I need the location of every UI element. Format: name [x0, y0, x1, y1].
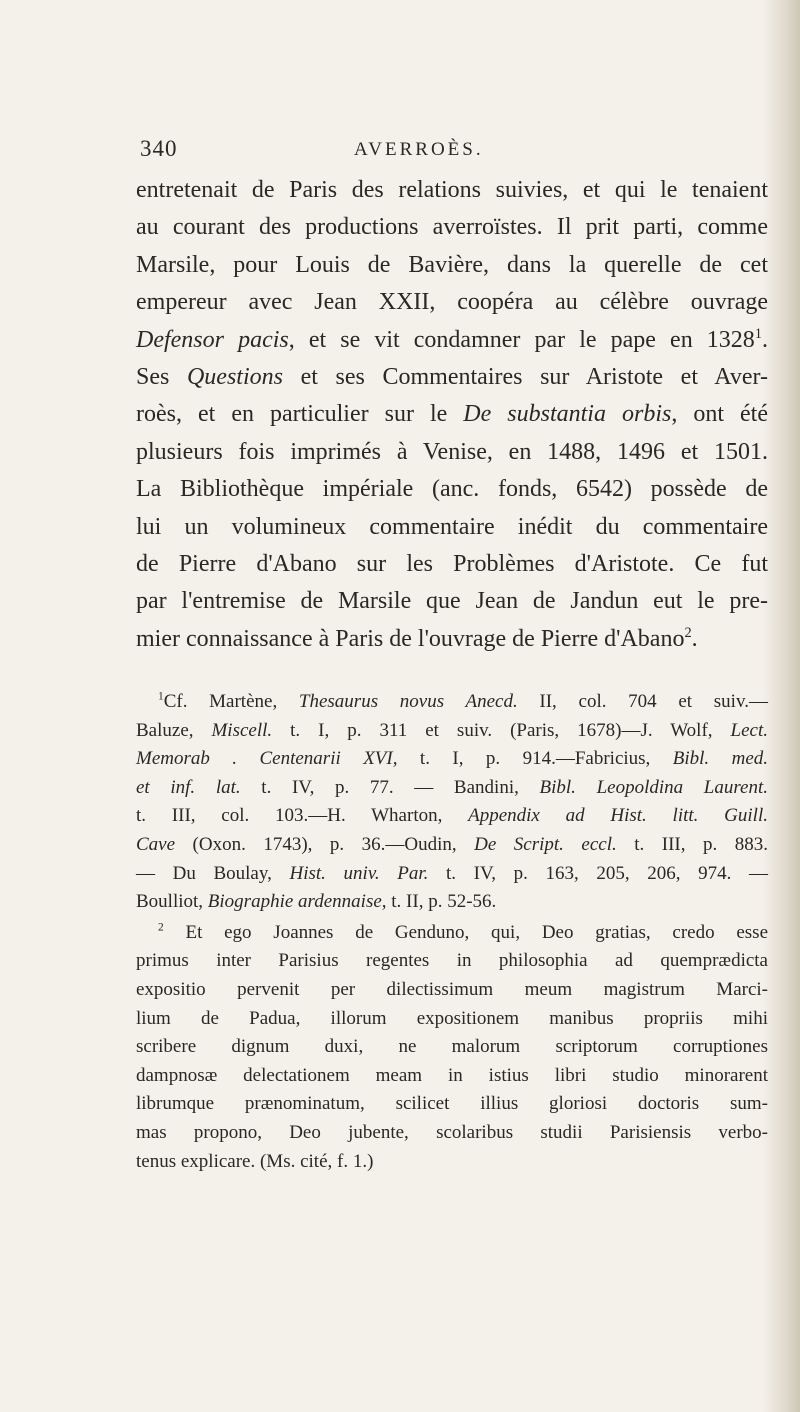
text-line: au courant des productions averroïstes. Il prit parti, comme [136, 214, 768, 241]
footnote-line: $^2$ Et ego Joannes de Genduno, qui, Deo gratias, credo esse [158, 921, 768, 943]
text-line: de Pierre d'Abano sur les Problèmes d'Aristote. Ce fut [136, 551, 768, 578]
footnote-line: librumque prænominatum, scilicet illius gloriosi doctoris sum- [136, 1093, 768, 1115]
footnote-ref: 1 [754, 325, 762, 342]
text-line: par l'entremise de Marsile que Jean de Jandun eut le pre- [136, 588, 768, 615]
footnote-line: Memorab . Centenarii XVI, t. I, p. 914.—Fabricius, Bibl. med. [136, 748, 769, 770]
footnote-marker: 1 [158, 690, 164, 703]
work-title: Defensor pacis [136, 326, 289, 353]
footnote-line: expositio pervenit per dilectissimum meum magistrum Marci- [136, 978, 768, 1000]
footnote-line: Boulliot, Biographie ardennaise, t. II, p. 52-56. [136, 891, 497, 913]
running-title: AVERROÈS. [354, 139, 484, 160]
footnote-line: primus inter Parisius regentes in philosophia ad quemprædicta [136, 950, 768, 972]
footnotes [136, 688, 768, 1176]
footnote-line: lium de Padua, illorum expositionem manibus propriis mihi [136, 1007, 768, 1029]
text-line: Marsile, pour Louis de Bavière, dans la querelle de cet [136, 251, 768, 278]
text-line: roès, et en particulier sur le De substantia orbis, ont été [136, 401, 769, 428]
text-line: mier connaissance à Paris de l'ouvrage de Pierre d'Abano$^2$. [136, 624, 698, 652]
footnote-line: dampnosæ delectationem meam in istius libri studio minorarent [136, 1064, 768, 1086]
footnote-line: Baluze, Miscell. t. I, p. 311 et suiv. (Paris, 1678)—J. Wolf, Lect. [136, 719, 768, 741]
text-line: entretenait de Paris des relations suivies, et qui le tenaient [136, 177, 768, 203]
work-title: De substantia orbis [463, 401, 672, 428]
text-line: Ses Questions et ses Commentaires sur Aristote et Aver- [136, 364, 768, 391]
footnote-marker: 2 [158, 921, 164, 934]
text-line: Defensor pacis, et se vit condamner par le pape en 1328$^1$. [136, 325, 768, 353]
footnote-line: tenus explicare. (Ms. cité, f. 1.) [136, 1150, 374, 1172]
text-line: lui un volumineux commentaire inédit du commentaire [136, 513, 768, 540]
text-line: La Bibliothèque impériale (anc. fonds, 6542) possède de [136, 476, 768, 503]
footnote-line: t. III, col. 103.—H. Wharton, Appendix ad Hist. litt. Guill. [136, 805, 768, 827]
main-text [136, 172, 768, 658]
footnote-ref: 2 [684, 624, 692, 641]
running-header [140, 136, 740, 166]
footnote-line: mas propono, Deo jubente, scolaribus studii Parisiensis verbo- [136, 1121, 768, 1143]
text-line: empereur avec Jean XXII, coopéra au célèbre ouvrage [136, 289, 768, 316]
page-number: 340 [140, 136, 178, 161]
footnote-line: $^1$Cf. Martène, Thesaurus novus Anecd. II, col. 704 et suiv.— [158, 690, 768, 712]
footnote-line: et inf. lat. t. IV, p. 77. — Bandini, Bibl. Leopoldina Laurent. [136, 776, 768, 798]
footnote-line: Cave (Oxon. 1743), p. 36.—Oudin, De Script. eccl. t. III, p. 883. [136, 833, 768, 855]
work-title: Questions [186, 364, 283, 391]
text-line: plusieurs fois imprimés à Venise, en 1488, 1496 et 1501. [136, 438, 768, 465]
footnote-line: scribere dignum duxi, ne malorum scriptorum corruptiones [136, 1036, 768, 1058]
footnote-line: — Du Boulay, Hist. univ. Par. t. IV, p. 163, 205, 206, 974. — [136, 862, 768, 884]
